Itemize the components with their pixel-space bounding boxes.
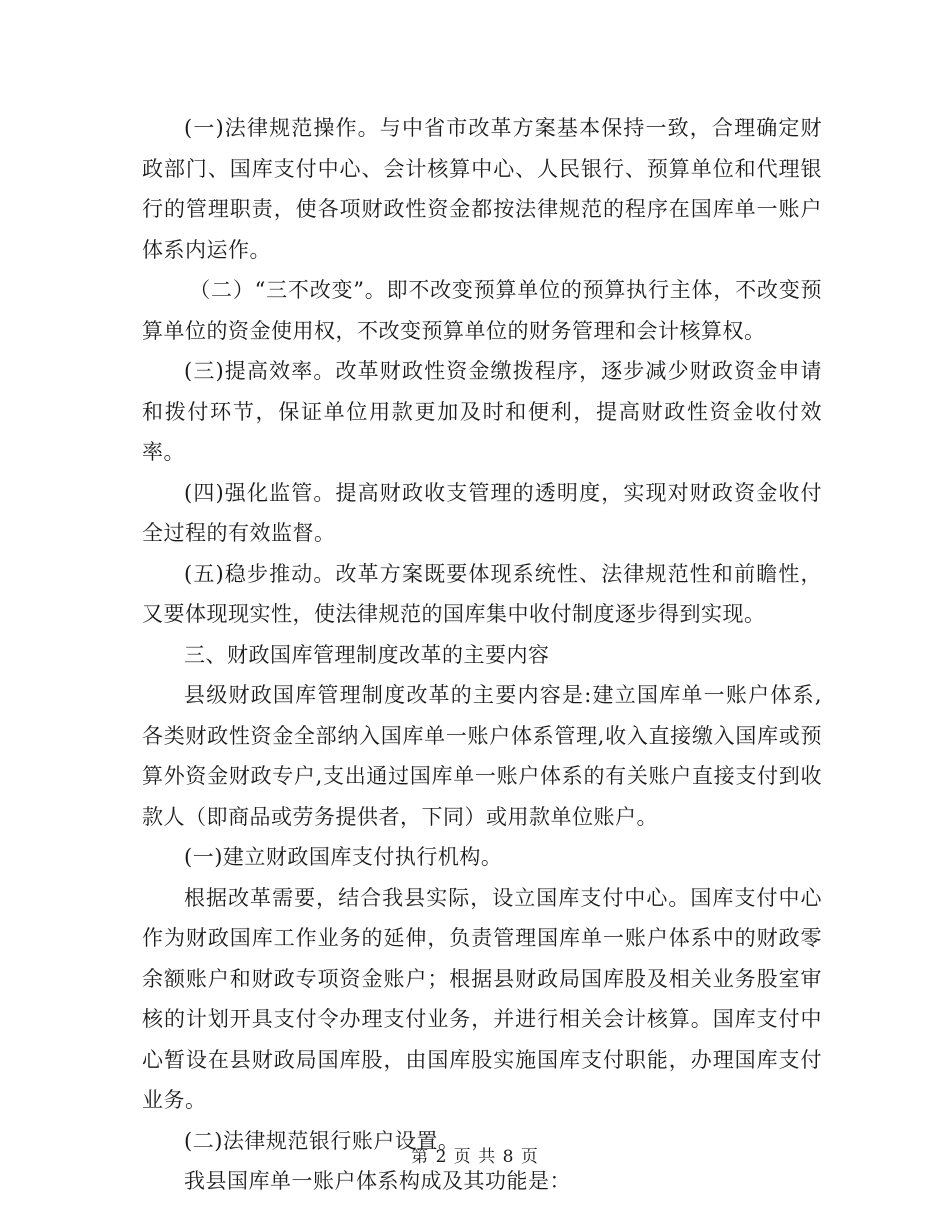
paragraph-three-no-change: （二）“三不改变”。即不改变预算单位的预算执行主体，不改变预算单位的资金使用权，不改变预算单位的财务管理和会计核算权。 xyxy=(142,278,822,343)
paragraph-main-content: 县级财政国库管理制度改革的主要内容是:建立国库单一账户体系,各类财政性资金全部纳入国库单一账户体系管理,收入直接缴入国库或预算外资金财政专户,支出通过国库单一账户体系的有关账户直接支付到收款人（即商品或劳务提供者，下同）或用款单位账户。 xyxy=(142,683,822,829)
section-heading-main-content: 三、财政国库管理制度改革的主要内容 xyxy=(184,642,550,667)
subheading-payment-agency: (一)建立财政国库支付执行机构。 xyxy=(184,845,503,869)
paragraph-strengthen-supervision: (四)强化监管。提高财政收支管理的透明度，实现对财政资金收付全过程的有效监督。 xyxy=(142,480,822,545)
subheading-bank-accounts: (二)法律规范银行账户设置。 xyxy=(184,1128,460,1153)
page-footer xyxy=(0,1142,950,1167)
paragraph-improve-efficiency: (三)提高效率。改革财政性资金缴拨程序，逐步减少财政资金申请和拨付环节，保证单位用款更加及时和便利，提高财政性资金收付效率。 xyxy=(142,359,822,464)
paragraph-steady-advance: (五)稳步推动。改革方案既要体现系统性、法律规范性和前瞻性，又要体现现实性，使法律规范的国库集中收付制度逐步得到实现。 xyxy=(142,561,822,626)
page-number: 第 2 页 共 8 页 xyxy=(411,1147,539,1167)
paragraph-legal-operation: (一)法律规范操作。与中省市改革方案基本保持一致，合理确定财政部门、国库支付中心、会计核算中心、人民银行、预算单位和代理银行的管理职责，使各项财政性资金都按法律规范的程序在国库单一账户体系内运作。 xyxy=(142,116,822,262)
paragraph-payment-center: 根据改革需要，结合我县实际，设立国库支付中心。国库支付中心作为财政国库工作业务的延伸，负责管理国库单一账户体系中的财政零余额账户和财政专项资金账户；根据县财政局国库股及相关业务股室审核的计划开具支付令办理支付业务，并进行相关会计核算。国库支付中心暂设在县财政局国库股，由国库股实施国库支付职能，办理国库支付业务。 xyxy=(142,885,822,1112)
paragraph-account-system: 我县国库单一账户体系构成及其功能是： xyxy=(184,1169,571,1193)
document-body xyxy=(142,108,822,1202)
